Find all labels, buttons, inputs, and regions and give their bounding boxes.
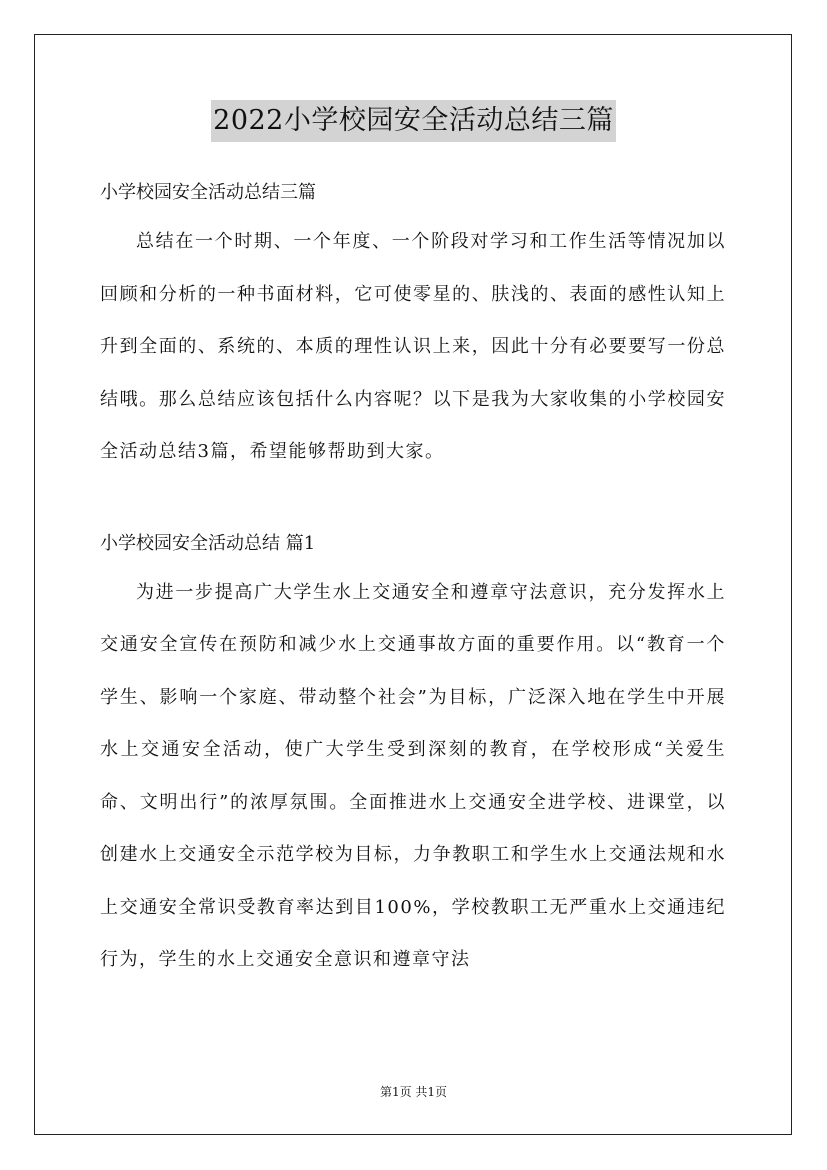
page-footer: 第1页 共1页 — [379, 1085, 448, 1099]
section-1-paragraph: 为进一步提高广大学生水上交通安全和遵章守法意识，充分发挥水上交通安全宣传在预防和减少水上交通事故方面的重要作用。以“教育一个学生、影响一个家庭、带动整个社会”为目标，广泛深入地在学生中开展水上交通安全活动，使广大学生受到深刻的教育，在学校形成“关爱生命、文明出行”的浓厚氛围。全面推进水上交通安全进学校、进课堂，以创建水上交通安全示范学校为目标，力争教职工和学生水上交通法规和水上交通安全常识受教育率达到目100%，学校教职工无严重水上交通违纪行为，学生的水上交通安全意识和遵章守法 — [100, 581, 726, 970]
paragraph-spacer — [100, 479, 726, 521]
section-1-heading: 小学校园安全活动总结 篇1 — [100, 532, 316, 554]
document-subtitle: 小学校园安全活动总结三篇 — [100, 182, 316, 203]
title-container — [0, 100, 827, 142]
document-title: 2022小学校园安全活动总结三篇 — [211, 100, 616, 142]
intro-paragraph: 总结在一个时期、一个年度、一个阶段对学习和工作生活等情况加以回顾和分析的一种书面材料，它可使零星的、肤浅的、表面的感性认知上升到全面的、系统的、本质的理性认识上来，因此十分有必要要写一份总结哦。那么总结应该包括什么内容呢？以下是我为大家收集的小学校园安全活动总结3篇，希望能够帮助到大家。 — [100, 231, 726, 462]
document-body — [100, 170, 726, 987]
